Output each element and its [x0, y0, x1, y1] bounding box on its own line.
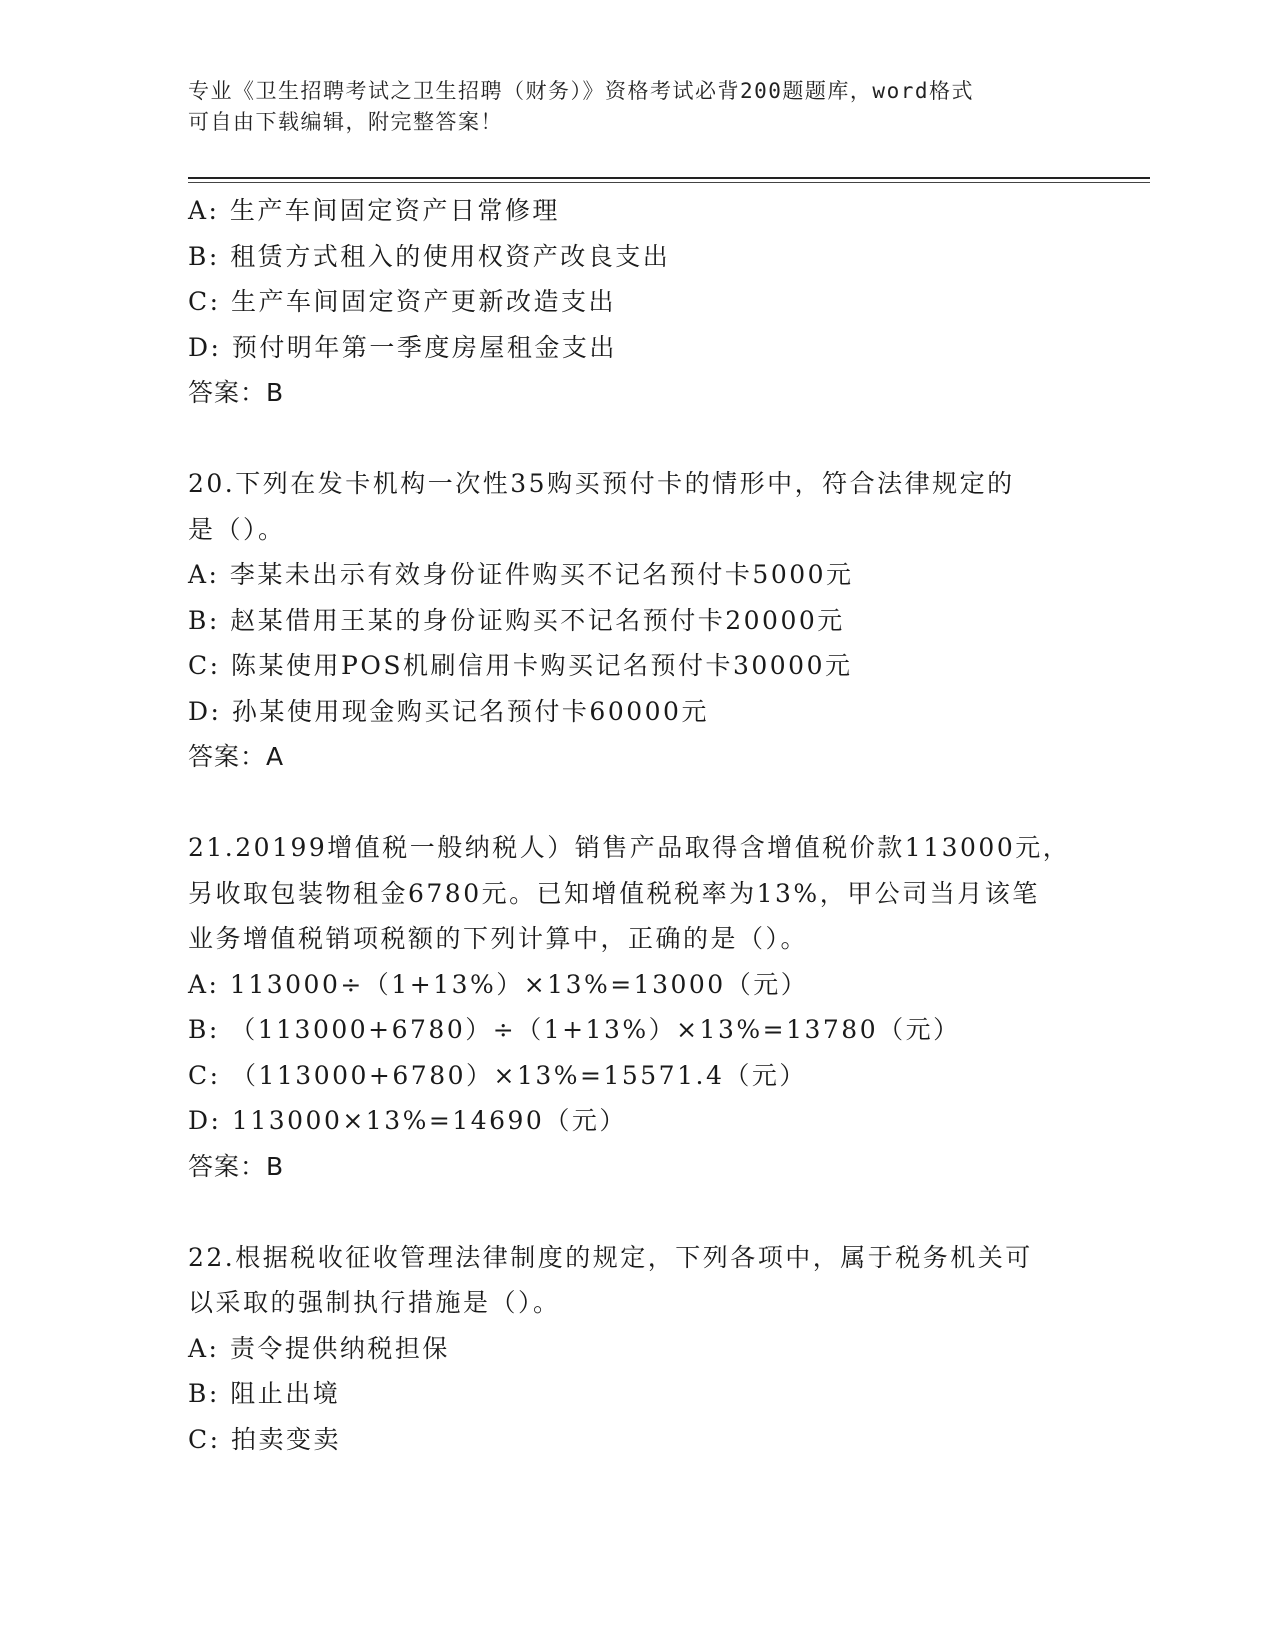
answer: 答案：B: [188, 378, 285, 407]
question-stem-line: 业务增值税销项税额的下列计算中，正确的是（）。: [188, 924, 809, 953]
question-stem-line: 另收取包装物租金6780元。已知增值税税率为13%，甲公司当月该笔: [188, 878, 1040, 908]
option-b: B: （113000+6780）÷（1+13%）×13%=13780（元）: [188, 1015, 961, 1044]
question-20: [188, 461, 1088, 780]
option-d: D: 113000×13%=14690（元）: [188, 1106, 627, 1135]
question-list: [188, 188, 1088, 1462]
question-stem-line: 20.下列在发卡机构一次性35购买预付卡的情形中，符合法律规定的: [188, 469, 1015, 498]
option-d: D: 孙某使用现金购买记名预付卡60000元: [188, 696, 709, 726]
option-b: B: 赵某借用王某的身份证购买不记名预付卡20000元: [188, 605, 845, 635]
option-c: C: （113000+6780）×13%=15571.4（元）: [188, 1060, 807, 1090]
option-a: A: 李某未出示有效身份证件购买不记名预付卡5000元: [188, 560, 854, 589]
answer: 答案：B: [188, 1151, 285, 1181]
option-c: C: 拍卖变卖: [188, 1424, 341, 1454]
option-b: B: 租赁方式租入的使用权资产改良支出: [188, 241, 671, 271]
option-c: C: 陈某使用POS机刷信用卡购买记名预付卡30000元: [188, 651, 853, 680]
header-subtitle-line: 可自由下载编辑，附完整答案！: [188, 110, 503, 134]
spacer: [188, 1189, 1088, 1235]
option-a: A: 生产车间固定资产日常修理: [188, 196, 560, 225]
question-stem-line: 是（）。: [188, 514, 286, 544]
question-21: [188, 825, 1088, 1189]
spacer: [188, 416, 1088, 462]
question-22: [188, 1235, 1088, 1463]
header-divider-thin: [188, 182, 1150, 183]
option-c: C: 生产车间固定资产更新改造支出: [188, 287, 616, 316]
question-19: [188, 188, 1088, 416]
header-divider: [188, 177, 1150, 179]
option-a: A: 113000÷（1+13%）×13%=13000（元）: [188, 969, 809, 999]
header-title-line: 专业《卫生招聘考试之卫生招聘（财务）》资格考试必背200题题库，word格式: [188, 79, 974, 103]
option-a: A: 责令提供纳税担保: [188, 1333, 450, 1363]
question-stem-line: 21.20199增值税一般纳税人）销售产品取得含增值税价款113000元，: [188, 833, 1071, 862]
answer: 答案：A: [188, 742, 285, 771]
question-stem-line: 22.根据税收征收管理法律制度的规定，下列各项中，属于税务机关可: [188, 1242, 1033, 1272]
spacer: [188, 780, 1088, 826]
question-stem-line: 以采取的强制执行措施是（）。: [188, 1288, 561, 1317]
document-header: [188, 76, 1068, 138]
option-d: D: 预付明年第一季度房屋租金支出: [188, 332, 617, 362]
option-b: B: 阻止出境: [188, 1379, 341, 1408]
